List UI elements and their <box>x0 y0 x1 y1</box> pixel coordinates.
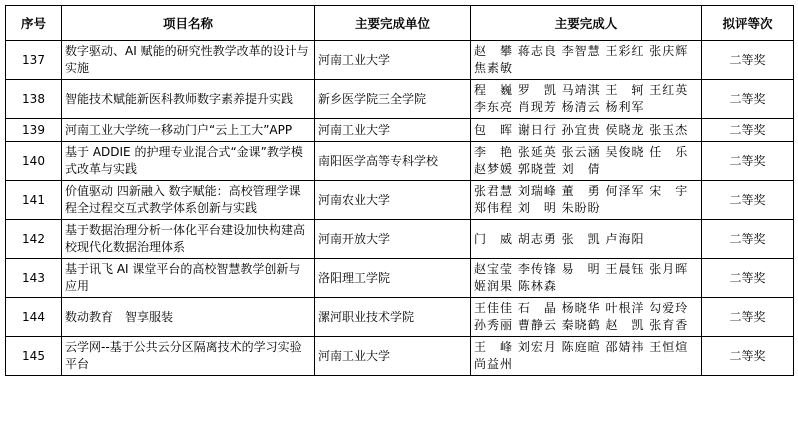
row-grade: 二等奖 <box>702 337 794 376</box>
row-people: 李 艳 张延英 张云涵 吴俊晓 任 乐 赵梦媛 郭晓萱 刘 倩 <box>471 142 702 181</box>
table-row <box>6 41 794 80</box>
row-project: 数动教育 智享服装 <box>62 298 315 337</box>
table-row <box>6 298 794 337</box>
row-grade: 二等奖 <box>702 142 794 181</box>
row-people: 张君慧 刘瑞峰 董 勇 何泽军 宋 宇 郑伟程 刘 明 朱盼盼 <box>471 181 702 220</box>
table-row <box>6 337 794 376</box>
row-grade: 二等奖 <box>702 80 794 119</box>
row-project: 河南工业大学统一移动门户“云上工大”APP <box>62 119 315 142</box>
row-project: 数字驱动、AI 赋能的研究性教学改革的设计与实施 <box>62 41 315 80</box>
row-grade: 二等奖 <box>702 220 794 259</box>
header-project: 项目名称 <box>62 6 315 41</box>
row-no: 140 <box>6 142 62 181</box>
table-row <box>6 142 794 181</box>
header-people: 主要完成人 <box>471 6 702 41</box>
table-row <box>6 220 794 259</box>
header-grade: 拟评等次 <box>702 6 794 41</box>
row-unit: 河南工业大学 <box>315 41 471 80</box>
row-unit: 河南工业大学 <box>315 337 471 376</box>
row-grade: 二等奖 <box>702 41 794 80</box>
award-table <box>5 5 794 376</box>
row-no: 145 <box>6 337 62 376</box>
row-grade: 二等奖 <box>702 259 794 298</box>
table-row <box>6 119 794 142</box>
row-grade: 二等奖 <box>702 181 794 220</box>
row-project: 基于讯飞 AI 课堂平台的高校智慧教学创新与应用 <box>62 259 315 298</box>
row-project: 基于 ADDIE 的护理专业混合式“金课”教学模式改革与实践 <box>62 142 315 181</box>
row-people: 包 晖 谢日行 孙宜贵 侯晓龙 张玉杰 <box>471 119 702 142</box>
header-no: 序号 <box>6 6 62 41</box>
row-people: 程 巍 罗 凯 马靖淇 王 轲 王红英 李东亮 肖现芳 杨清云 杨利军 <box>471 80 702 119</box>
row-people: 王佳佳 石 晶 杨晓华 叶根洋 勾爱玲 孙秀丽 曹静云 秦晓鹤 赵 凯 张育香 <box>471 298 702 337</box>
row-project: 价值驱动 四新融入 数字赋能：高校管理学课程全过程交互式教学体系创新与实践 <box>62 181 315 220</box>
row-unit: 漯河职业技术学院 <box>315 298 471 337</box>
row-people: 门 威 胡志勇 张 凯 卢海阳 <box>471 220 702 259</box>
row-no: 141 <box>6 181 62 220</box>
row-people: 赵 攀 蒋志良 李智慧 王彩红 张庆辉 焦素敏 <box>471 41 702 80</box>
row-no: 138 <box>6 80 62 119</box>
row-people: 王 峰 刘宏月 陈庭暄 邵婧祎 王恒煊 尚益州 <box>471 337 702 376</box>
row-no: 142 <box>6 220 62 259</box>
row-grade: 二等奖 <box>702 119 794 142</box>
row-unit: 洛阳理工学院 <box>315 259 471 298</box>
row-unit: 新乡医学院三全学院 <box>315 80 471 119</box>
table-row <box>6 181 794 220</box>
table-row <box>6 259 794 298</box>
row-unit: 河南工业大学 <box>315 119 471 142</box>
row-no: 139 <box>6 119 62 142</box>
table-row <box>6 80 794 119</box>
row-people: 赵宝莹 李传锋 易 明 王晨钰 张月晖 姬润果 陈林森 <box>471 259 702 298</box>
row-grade: 二等奖 <box>702 298 794 337</box>
row-unit: 河南开放大学 <box>315 220 471 259</box>
row-no: 144 <box>6 298 62 337</box>
header-row <box>6 6 794 41</box>
row-no: 143 <box>6 259 62 298</box>
row-no: 137 <box>6 41 62 80</box>
header-unit: 主要完成单位 <box>315 6 471 41</box>
row-unit: 南阳医学高等专科学校 <box>315 142 471 181</box>
row-unit: 河南农业大学 <box>315 181 471 220</box>
row-project: 云学网--基于公共云分区隔离技术的学习实验平台 <box>62 337 315 376</box>
row-project: 基于数据治理分析一体化平台建设加快构建高校现代化数据治理体系 <box>62 220 315 259</box>
row-project: 智能技术赋能新医科教师数字素养提升实践 <box>62 80 315 119</box>
